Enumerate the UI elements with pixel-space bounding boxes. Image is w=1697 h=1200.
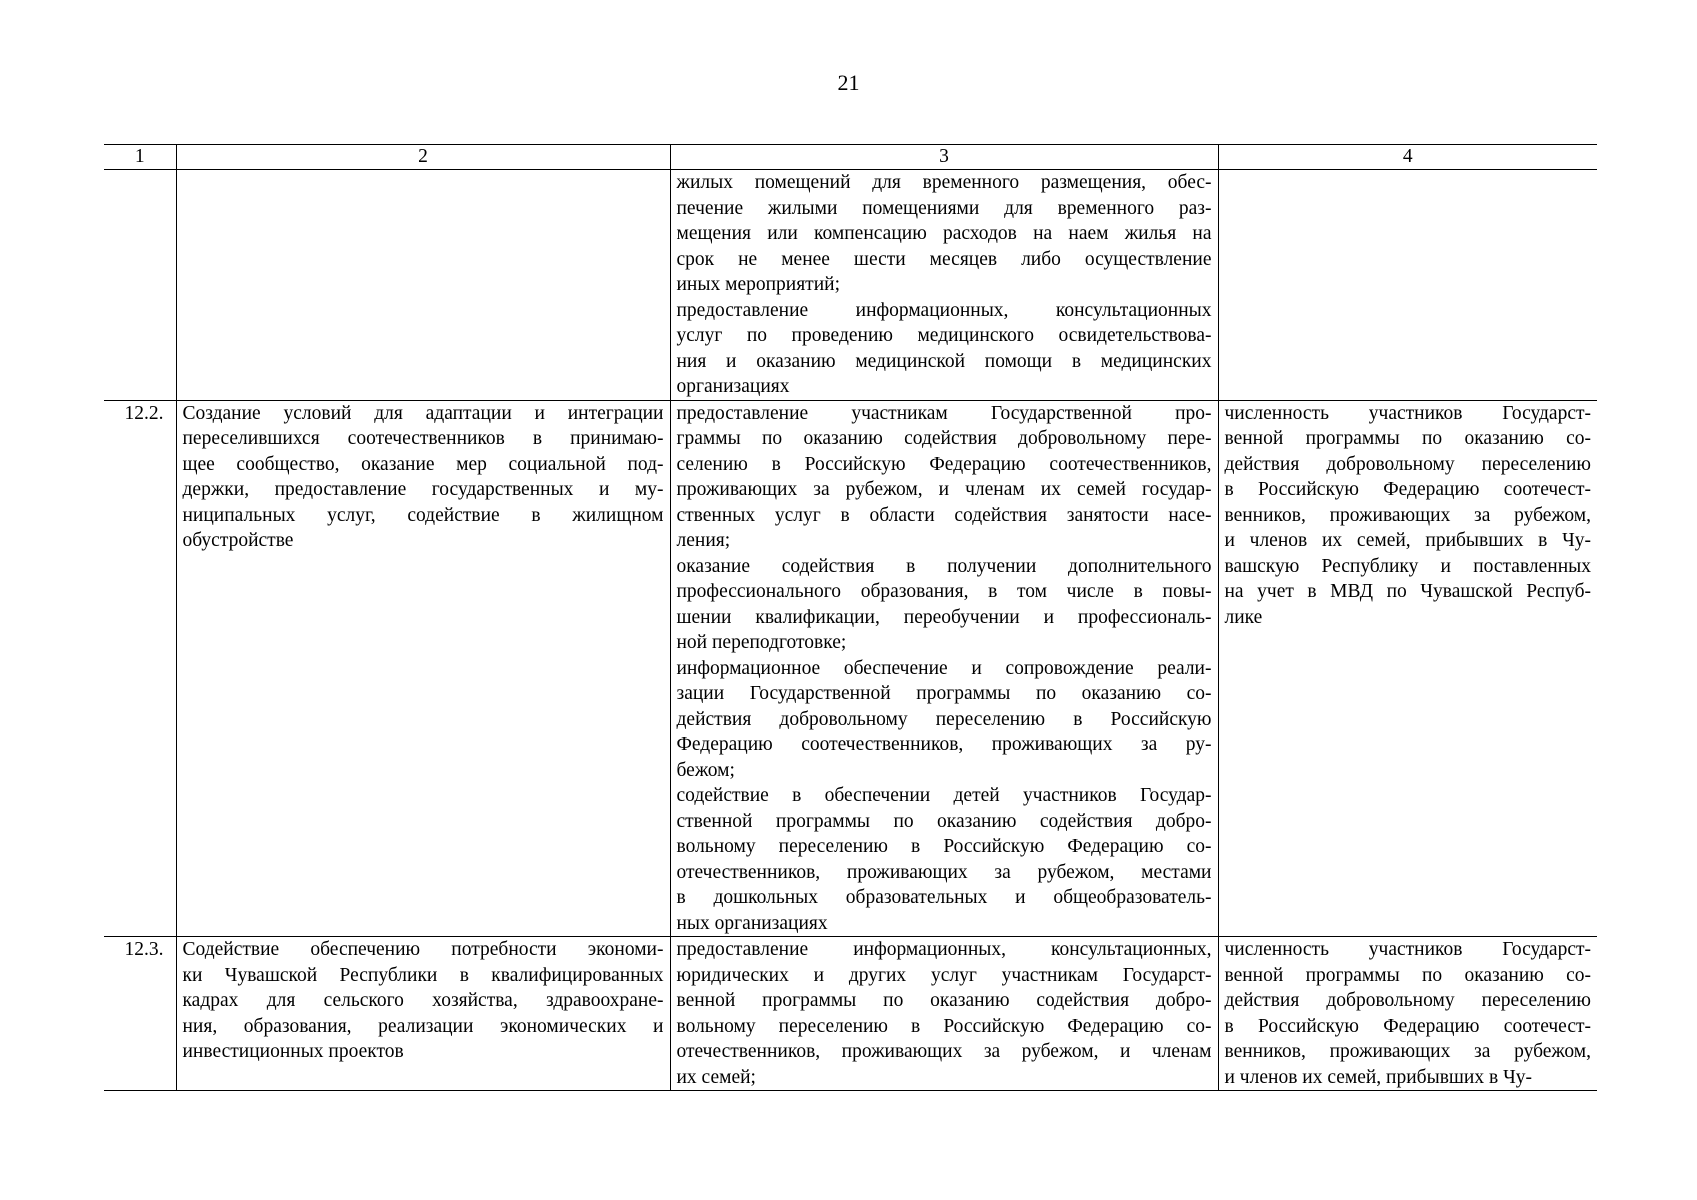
column-number-2: 2 xyxy=(176,145,670,170)
column-number-4: 4 xyxy=(1218,145,1597,170)
cell-line: иных мероприятий; xyxy=(676,274,840,295)
cell-line: организациях xyxy=(676,376,790,397)
cell-col2 xyxy=(176,170,670,401)
cell-line: на учет в МВД по Чувашской Респуб- xyxy=(1224,581,1591,602)
cell-line: отечественников, проживающих за рубежом, и членам xyxy=(676,1041,1212,1062)
cell-col3 xyxy=(670,937,1218,1091)
cell-line: содействие в обеспечении детей участников Государ- xyxy=(676,785,1212,806)
cell-line: отечественников, проживающих за рубежом, местами xyxy=(676,861,1212,883)
cell-line: ных организациях xyxy=(676,912,828,934)
cell-line: держки, предоставление государственных и му- xyxy=(182,479,664,500)
cell-line: в Российскую Федерацию соотечест- xyxy=(1224,479,1591,500)
cell-col2 xyxy=(176,937,670,1091)
cell-line: вашскую Республику и поставленных xyxy=(1224,555,1591,577)
cell-line: лике xyxy=(1224,606,1263,628)
cell-line: инвестиционных проектов xyxy=(182,1041,404,1062)
cell-line: оказание содействия в получении дополнительного xyxy=(676,555,1212,577)
cell-line: ной переподготовке; xyxy=(676,632,847,653)
table-row xyxy=(104,170,1597,401)
cell-line: шении квалификации, переобучении и профессиональ- xyxy=(676,606,1212,628)
cell-col4 xyxy=(1218,400,1597,937)
programme-table xyxy=(104,144,1597,1091)
cell-line: кадрах для сельского хозяйства, здравоохране- xyxy=(182,990,664,1011)
cell-line: Содействие обеспечению потребности экономи- xyxy=(182,939,664,960)
cell-line: венников, проживающих за рубежом, xyxy=(1224,504,1591,526)
cell-line: действия добровольному переселению в Российскую xyxy=(676,708,1212,730)
cell-line: венников, проживающих за рубежом, xyxy=(1224,1041,1591,1062)
cell-line: в Российскую Федерацию соотечест- xyxy=(1224,1015,1591,1037)
table-row xyxy=(104,400,1597,937)
cell-num xyxy=(104,170,176,401)
cell-line: ственных услуг в области содействия занятости насе- xyxy=(676,504,1212,526)
cell-line: бежом; xyxy=(676,759,735,781)
cell-num: 12.3. xyxy=(104,937,176,1091)
cell-line: венной программы по оказанию содействия добро- xyxy=(676,990,1212,1011)
cell-line: предоставление информационных, консультационных, xyxy=(676,939,1212,960)
cell-line: Создание условий для адаптации и интеграции xyxy=(182,402,664,424)
cell-line: мещения или компенсацию расходов на наем жилья на xyxy=(676,223,1212,244)
cell-line: численность участников Государст- xyxy=(1224,402,1591,424)
cell-line: переселившихся соотечественников в принимаю- xyxy=(182,428,664,449)
cell-line: услуг по проведению медицинского освидетельствова- xyxy=(676,325,1212,346)
cell-line: юридических и других услуг участникам Государст- xyxy=(676,964,1212,986)
cell-col3 xyxy=(670,400,1218,937)
cell-line: предоставление участникам Государственной про- xyxy=(676,402,1212,424)
cell-col3 xyxy=(670,170,1218,401)
cell-line: численность участников Государст- xyxy=(1224,939,1591,960)
cell-line: венной программы по оказанию со- xyxy=(1224,428,1591,449)
cell-line: граммы по оказанию содействия добровольному пере- xyxy=(676,428,1212,449)
cell-line: информационное обеспечение и сопровождение реали- xyxy=(676,657,1212,679)
cell-line: действия добровольному переселению xyxy=(1224,453,1591,475)
cell-line: щее сообщество, оказание мер социальной под- xyxy=(182,453,664,475)
cell-line: зации Государственной программы по оказанию со- xyxy=(676,683,1212,704)
cell-col4 xyxy=(1218,170,1597,401)
cell-line: и членов их семей, прибывших в Чу- xyxy=(1224,530,1591,551)
cell-line: срок не менее шести месяцев либо осуществление xyxy=(676,248,1212,270)
cell-line: ния и оказанию медицинской помощи в медицинских xyxy=(676,350,1212,372)
cell-line: действия добровольному переселению xyxy=(1224,990,1591,1011)
cell-line: проживающих за рубежом, и членам их семей государ- xyxy=(676,479,1212,500)
cell-line: вольному переселению в Российскую Федерацию со- xyxy=(676,836,1212,857)
cell-line: Федерацию соотечественников, проживающих за ру- xyxy=(676,734,1212,755)
table-row xyxy=(104,937,1597,1091)
cell-line: селению в Российскую Федерацию соотечественников, xyxy=(676,453,1212,475)
cell-line: профессионального образования, в том числе в повы- xyxy=(676,581,1212,602)
cell-line: ния, образования, реализации экономических и xyxy=(182,1015,664,1037)
cell-line: их семей; xyxy=(676,1066,756,1088)
table-header-row xyxy=(104,145,1597,170)
cell-line: ления; xyxy=(676,530,731,551)
cell-line: жилых помещений для временного размещения, обес- xyxy=(676,172,1212,193)
page-number: 21 xyxy=(837,70,860,95)
cell-line: и членов их семей, прибывших в Чу- xyxy=(1224,1066,1532,1088)
cell-line: вольному переселению в Российскую Федерацию со- xyxy=(676,1015,1212,1037)
cell-line: печение жилыми помещениями для временного раз- xyxy=(676,197,1212,219)
cell-line: ниципальных услуг, содействие в жилищном xyxy=(182,504,664,526)
cell-line: в дошкольных образовательных и общеобразователь- xyxy=(676,887,1212,908)
cell-line: предоставление информационных, консультационных xyxy=(676,299,1212,321)
cell-col4 xyxy=(1218,937,1597,1091)
cell-line: ственной программы по оказанию содействия добро- xyxy=(676,810,1212,832)
cell-col2 xyxy=(176,400,670,937)
cell-line: ки Чувашской Республики в квалифицированных xyxy=(182,964,664,986)
column-number-1: 1 xyxy=(104,145,176,170)
cell-num: 12.2. xyxy=(104,400,176,937)
column-number-3: 3 xyxy=(670,145,1218,170)
cell-line: венной программы по оказанию со- xyxy=(1224,964,1591,986)
cell-line: обустройстве xyxy=(182,530,294,551)
